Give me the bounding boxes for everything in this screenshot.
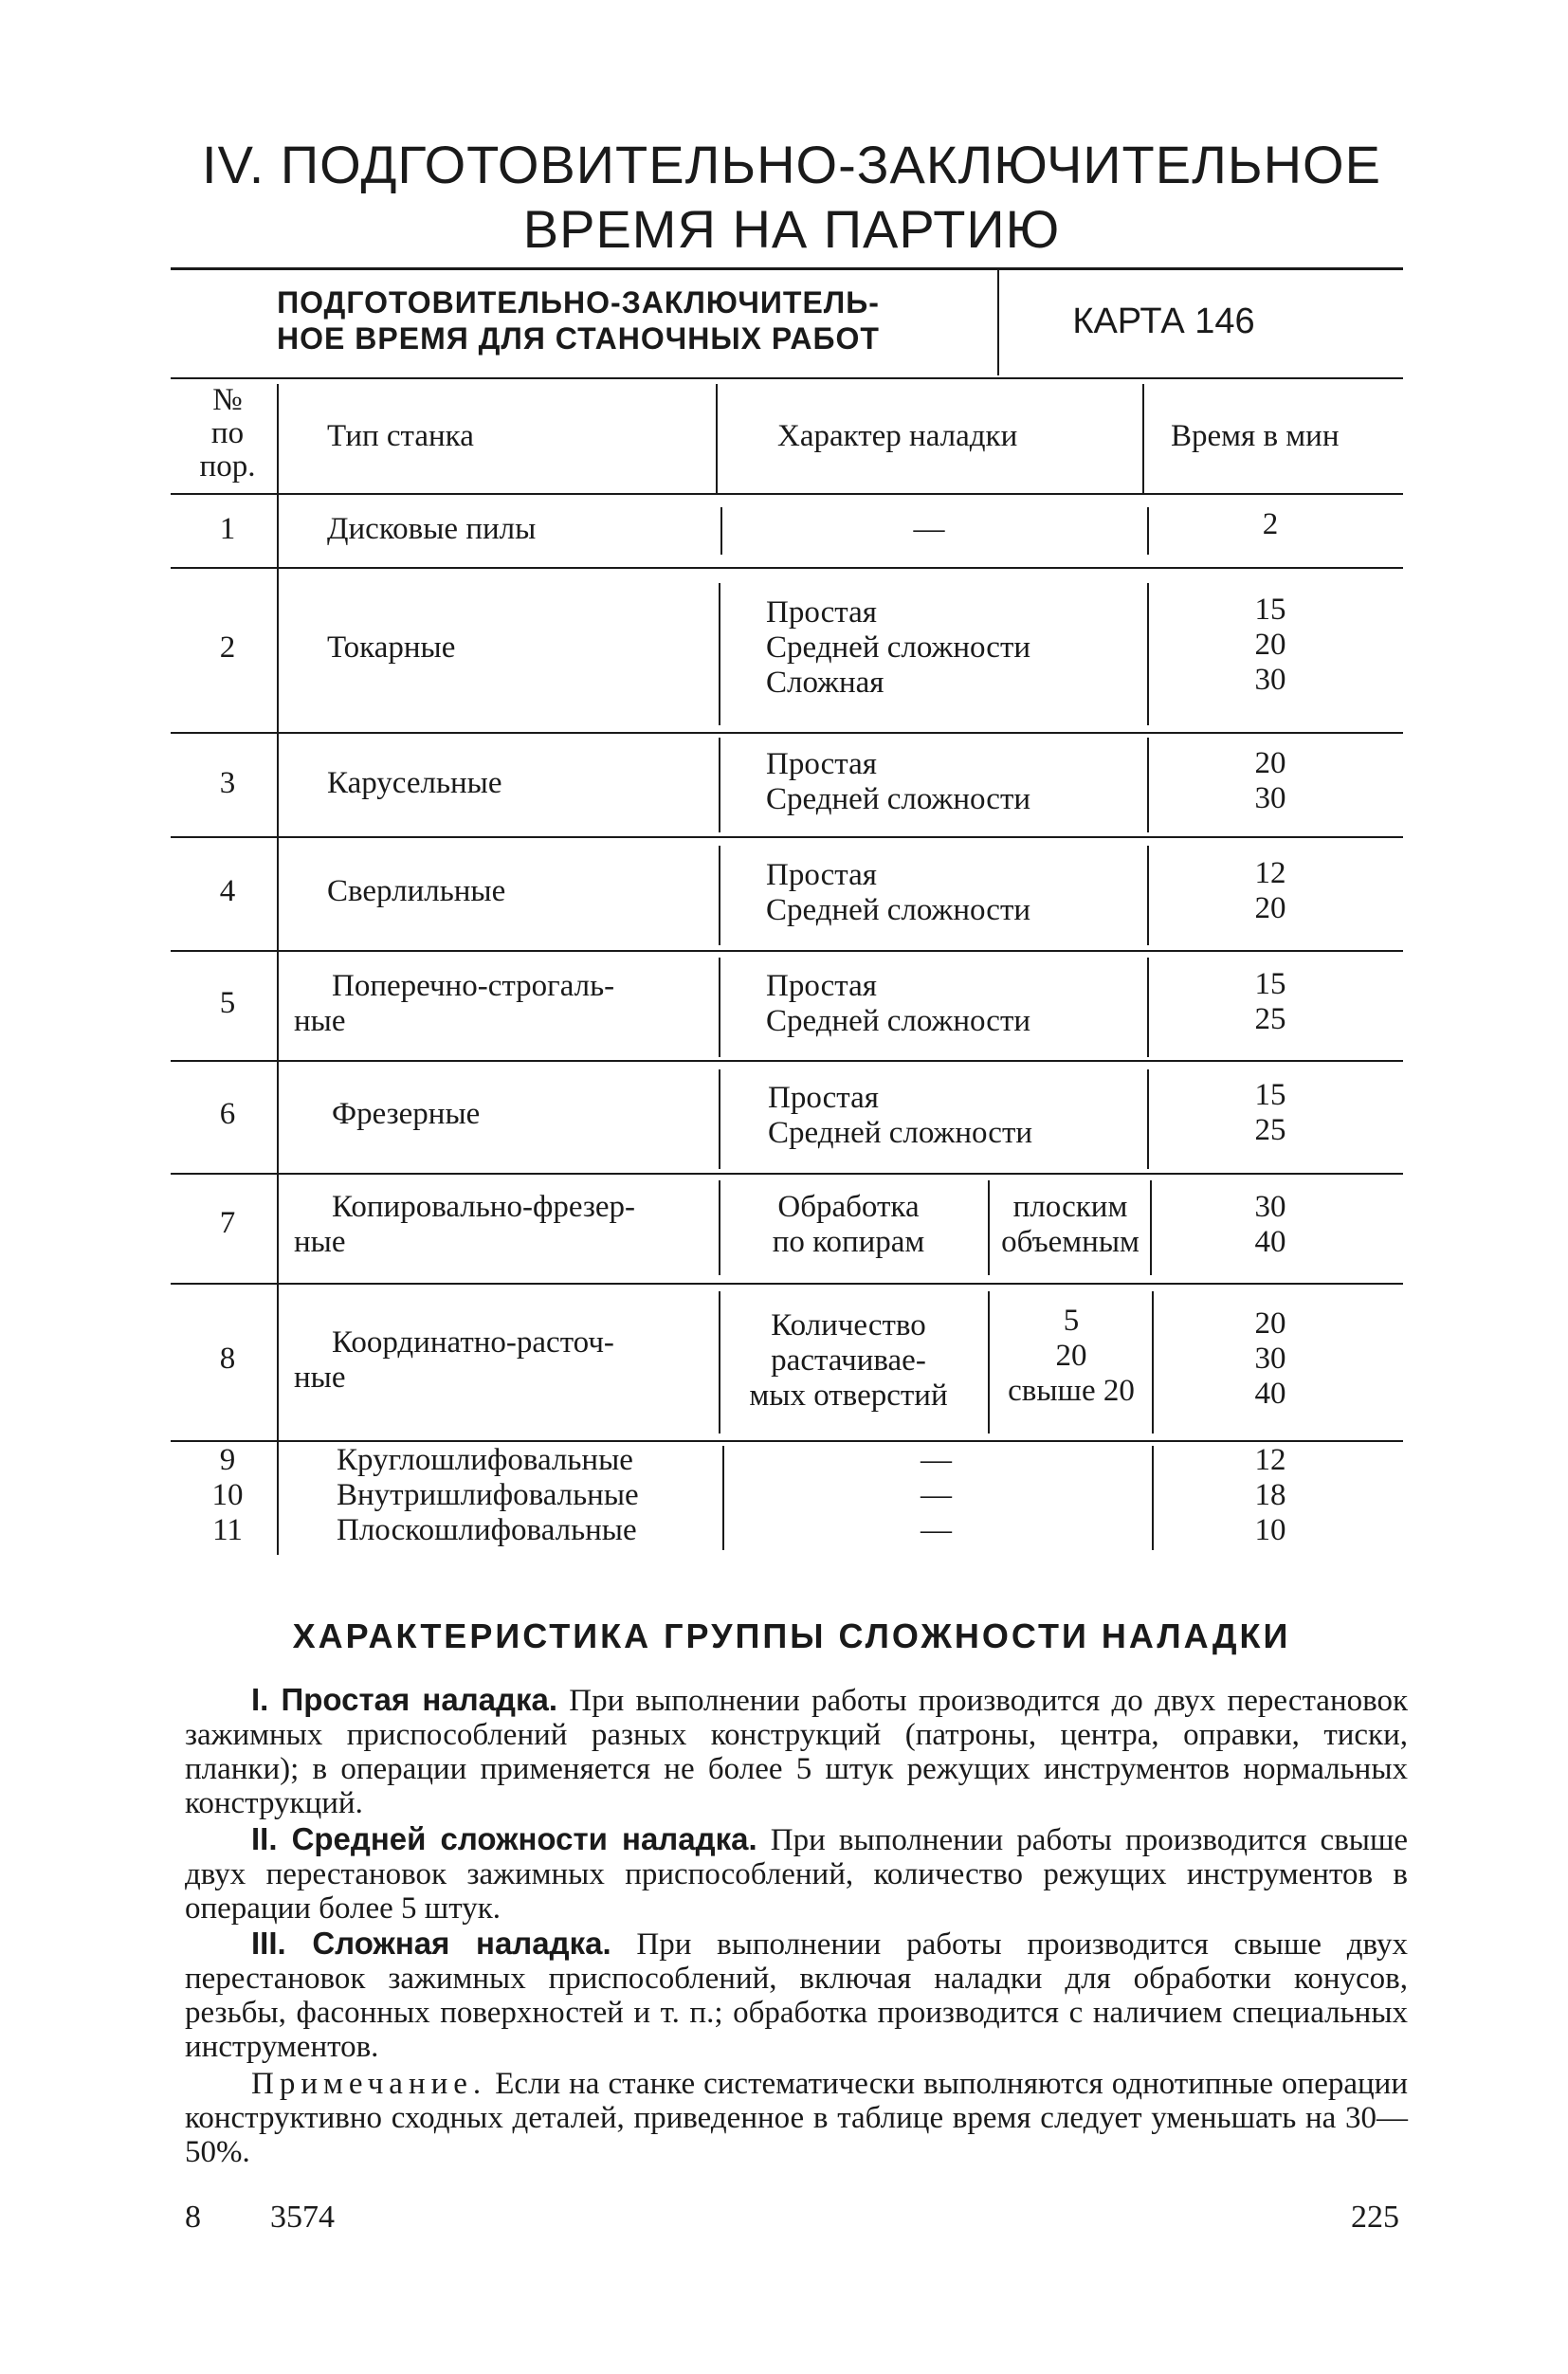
page-title: [166, 133, 1417, 262]
col-rule-3: [1142, 384, 1144, 493]
row1-rule-b: [1147, 507, 1149, 555]
row-rule: [171, 950, 1403, 952]
col-header-num: № по пор.: [199, 383, 256, 484]
row9-rule-a: [722, 1446, 724, 1550]
page-number: 225: [1351, 2200, 1399, 2235]
row-rule: [171, 567, 1403, 569]
card-number: КАРТА 146: [1072, 301, 1255, 341]
row3-rule-a: [719, 738, 720, 832]
row7-rule-a: [719, 1180, 720, 1275]
card-title: [204, 284, 953, 356]
paragraph-complex: III. Сложная наладка. При выполнении работы производится свыше двух перестановок зажимных приспособлений, включая наладки для обработки конусов, резьбы, фасонных поверхностей и т. п.; обработка производится с наличием специальных инструментов.: [185, 1926, 1408, 2064]
row4-rule-a: [719, 846, 720, 945]
col-rule-1: [277, 384, 279, 1555]
row9-rule-b: [1152, 1446, 1154, 1550]
paragraph-simple: I. Простая наладка. При выполнении работы производится до двух перестановок зажимных приспособлений разных конструкций (патроны, центра, оправки, тиски, планки); в операции применяется не более 5 штук режущих инструментов нормальных конструкций.: [185, 1682, 1408, 1820]
col-header-time: Время в мин: [1171, 419, 1340, 453]
card-divider: [997, 269, 999, 375]
page-title-line2: ВРЕМЯ НА ПАРТИЮ: [522, 199, 1061, 259]
row-rule: [171, 1173, 1403, 1175]
row7-rule-b: [1150, 1180, 1152, 1275]
col-header-type: Тип станка: [327, 419, 474, 453]
row4-rule-b: [1147, 846, 1149, 945]
header-rule: [171, 377, 1403, 379]
card-top-rule: [171, 267, 1403, 270]
row2-rule-a: [719, 583, 720, 725]
row3-rule-b: [1147, 738, 1149, 832]
row8-rule-a: [719, 1291, 720, 1434]
row6-rule-a: [719, 1069, 720, 1169]
col-header-character: Характер наладки: [777, 419, 1018, 453]
signature-code: 3574: [270, 2200, 335, 2235]
row-rule: [171, 1440, 1403, 1442]
card-title-line1: ПОДГОТОВИТЕЛЬНО-ЗАКЛЮЧИТЕЛЬ-: [277, 285, 880, 320]
header-bottom-rule: [171, 493, 1403, 495]
row1-rule-a: [720, 507, 722, 555]
signature-left: 8: [185, 2200, 201, 2235]
row8-rule-sub: [988, 1291, 990, 1434]
col-rule-2: [716, 384, 718, 493]
row8-rule-b: [1152, 1291, 1154, 1434]
page-title-line1: IV. ПОДГОТОВИТЕЛЬНО-ЗАКЛЮЧИТЕЛЬНОЕ: [202, 135, 1381, 194]
row-rule: [171, 1060, 1403, 1062]
row-rule: [171, 1283, 1403, 1285]
paragraph-medium: II. Средней сложности наладка. При выполнении работы производится свыше двух перестановок зажимных приспособлений, количество режущих инструментов в операции более 5 штук.: [185, 1821, 1409, 1926]
row7-rule-sub: [988, 1180, 990, 1275]
row2-rule-b: [1147, 583, 1149, 725]
row-rule: [171, 732, 1403, 734]
paragraph-note: Примечание. Если на станке систематически выполняются однотипные операции конструктивно сходных деталей, приведенное в таблице время следует уменьшать на 30—50%.: [185, 2067, 1408, 2169]
characteristics-title: ХАРАКТЕРИСТИКА ГРУППЫ СЛОЖНОСТИ НАЛАДКИ: [292, 1616, 1291, 1655]
row5-rule-a: [719, 958, 720, 1057]
row6-rule-b: [1147, 1069, 1149, 1169]
row-rule: [171, 836, 1403, 838]
card-title-line2: НОЕ ВРЕМЯ ДЛЯ СТАНОЧНЫХ РАБОТ: [277, 321, 880, 356]
row5-rule-b: [1147, 958, 1149, 1057]
